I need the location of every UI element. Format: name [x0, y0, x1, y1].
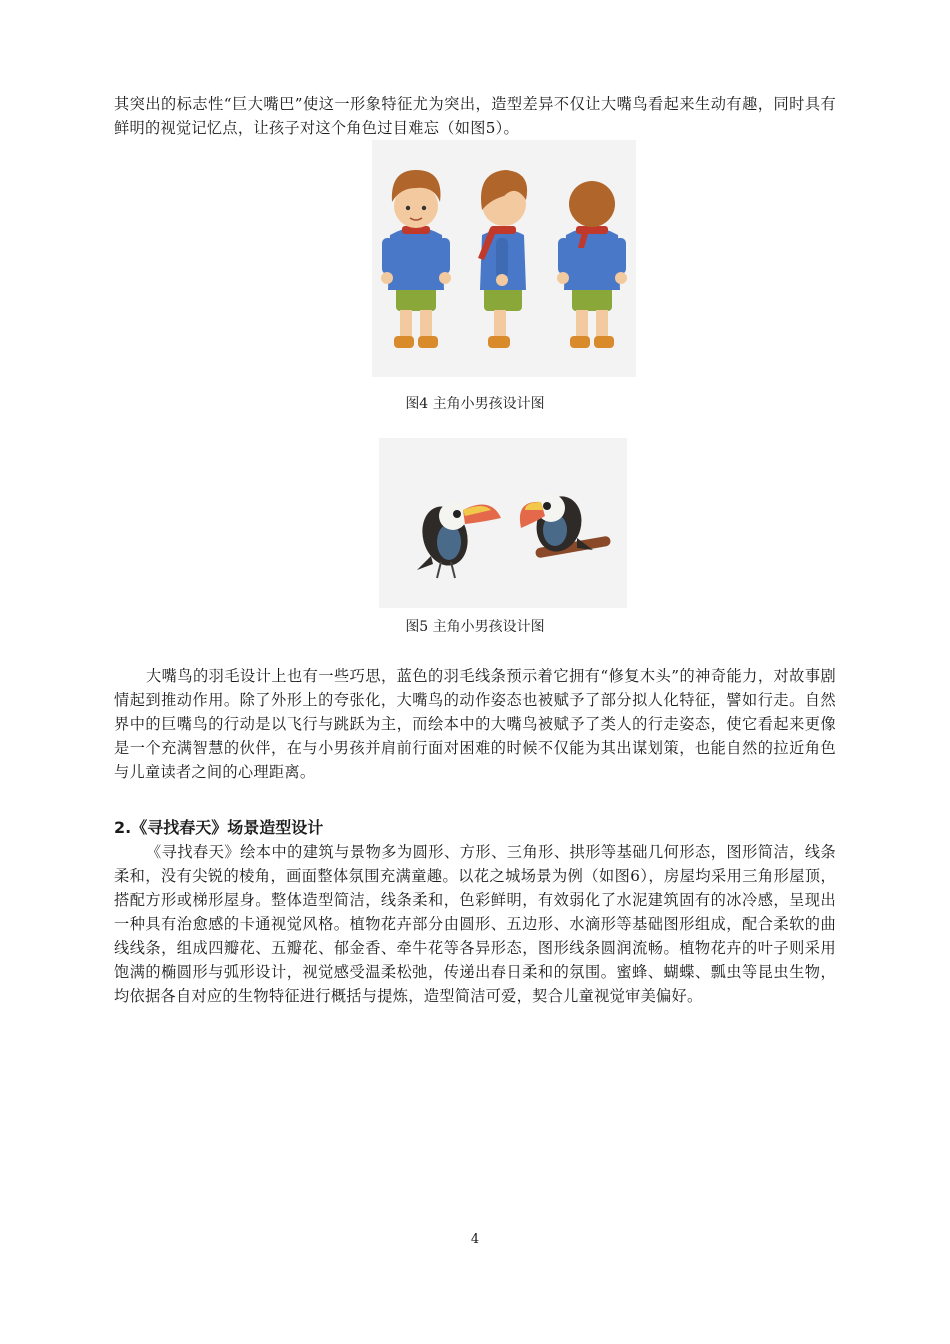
scene-design-paragraph: 《寻找春天》绘本中的建筑与景物多为圆形、方形、三角形、拱形等基础几何形态，图形简洁，线条柔和，没有尖锐的棱角，画面整体氛围充满童趣。以花之城场景为例（如图6），房屋均采用三角形屋顶，搭配方形或梯形屋身。整体造型简洁，线条柔和，色彩鲜明，有效弱化了水泥建筑固有的冰冷感，呈现出一种具有治愈感的卡通视觉风格。植物花卉部分由圆形、五边形、水滴形等基础图形组成，配合柔软的曲线线条，组成四瓣花、五瓣花、郁金香、牵牛花等各异形态，图形线条圆润流畅。植物花卉的叶子则采用饱满的椭圆形与弧形设计，视觉感受温柔松弛，传递出春日柔和的氛围。蜜蜂、蝴蝶、瓢虫等昆虫生物，均依据各自对应的生物特征进行概括与提炼，造型简洁可爱，契合儿童视觉审美偏好。	[114, 843, 836, 1005]
figure4-caption: 图4 主角小男孩设计图	[405, 396, 545, 412]
boy-back-view	[557, 181, 627, 348]
toucan-design-paragraph: 大嘴鸟的羽毛设计上也有一些巧思，蓝色的羽毛线条预示着它拥有“修复木头”的神奇能力，对故事剧情起到推动作用。除了外形上的夸张化，大嘴鸟的动作姿态也被赋予了部分拟人化特征，譬如行走。自然界中的巨嘴鸟的行动是以飞行与跳跃为主，而绘本中的大嘴鸟被赋予了类人的行走姿态，使它看起来更像是一个充满智慧的伙伴，在与小男孩并肩前行面对困难的时候不仅能为其出谋划策，也能自然的拉近角色与儿童读者之间的心理距离。	[114, 667, 836, 781]
figure5-caption: 图5 主角小男孩设计图	[405, 619, 545, 635]
figure-toucan	[379, 438, 627, 608]
boy-front-view	[381, 170, 451, 348]
figure-boy-turnaround	[372, 140, 636, 377]
boy-side-view	[478, 170, 527, 348]
intro-paragraph: 其突出的标志性“巨大嘴巴”使这一形象特征尤为突出，造型差异不仅让大嘴鸟看起来生动有趣，同时具有鲜明的视觉记忆点，让孩子对这个角色过目难忘（如图5）。	[114, 95, 836, 137]
toucan-perched-view	[520, 491, 611, 558]
section-heading: 2.《寻找春天》场景造型设计	[114, 818, 324, 837]
page-number: 4	[470, 1232, 480, 1247]
toucan-walking-view	[416, 501, 501, 578]
